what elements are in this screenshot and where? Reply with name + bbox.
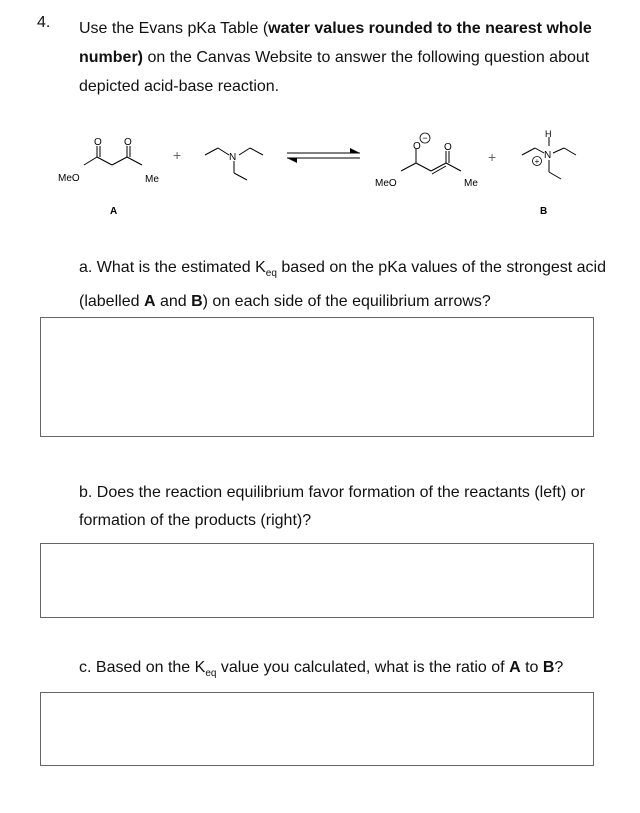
plus-sign-left: + <box>173 147 182 163</box>
answer-box-c[interactable] <box>40 692 594 766</box>
intro-bold: water values rounded to the nearest whole number) <box>79 20 592 66</box>
reactant-me-label: Me <box>145 174 159 185</box>
intro-text-start: Use the Evans pKa Table ( <box>79 20 269 37</box>
part-a-text-4: ) on each side of the equilibrium arrows? <box>202 293 491 311</box>
part-c-bold-a: A <box>509 659 521 676</box>
product-ketone-oxygen: O <box>444 142 452 153</box>
reaction-scheme <box>0 118 640 223</box>
enolate-oxygen: O <box>413 141 421 152</box>
part-c-bold-b: B <box>542 659 555 676</box>
part-a-prefix: a. <box>79 259 93 276</box>
question-intro <box>79 14 599 101</box>
product-meo-label: MeO <box>375 178 397 189</box>
part-a-text-2: based on the pKa values of the strongest acid (labelled <box>79 259 606 311</box>
answer-box-a[interactable] <box>40 317 594 437</box>
part-a-text-3: and <box>155 293 192 311</box>
part-a-subscript: eq <box>265 268 277 280</box>
reactant-meo-label: MeO <box>58 173 80 184</box>
answer-box-b[interactable] <box>40 543 594 618</box>
part-c-text-3: to <box>520 659 543 676</box>
reactant-a-label: A <box>110 206 118 217</box>
question-number: 4. <box>37 14 51 31</box>
part-c-text-2: value you calculated, what is the ratio of <box>216 659 510 676</box>
forward-arrow-head <box>350 148 360 153</box>
reactant-ester-oxygen: O <box>94 137 102 148</box>
question-part-b <box>79 479 619 535</box>
part-b-prefix: b. <box>79 484 93 501</box>
reactant-ketone-oxygen: O <box>124 137 132 148</box>
part-a-bold-a: A <box>143 293 156 311</box>
ammonium-nitrogen: N <box>544 150 552 161</box>
product-me-label: Me <box>464 178 478 189</box>
part-a-bold-b: B <box>191 293 203 311</box>
product-b-label: B <box>540 206 548 217</box>
ammonium-hydrogen: H <box>545 129 552 139</box>
part-c-text-4: ? <box>554 659 564 676</box>
amine-nitrogen: N <box>229 152 237 163</box>
positive-charge-sign: + <box>534 157 540 166</box>
question-part-a <box>79 254 619 316</box>
negative-charge-sign: − <box>422 133 428 143</box>
part-c-prefix: c. <box>79 659 92 676</box>
part-c-text: Based on the K <box>95 659 206 676</box>
intro-text-end: on the Canvas Website to answer the following question about depicted acid-base reaction. <box>79 49 590 95</box>
part-a-text: What is the estimated K <box>96 259 266 276</box>
reverse-arrow-head <box>287 158 297 163</box>
plus-sign-right: + <box>488 149 497 165</box>
part-b-text: Does the reaction equilibrium favor formation of the reactants (left) or formation of the products (right)? <box>79 484 586 529</box>
part-c-subscript: eq <box>205 668 217 680</box>
question-part-c <box>79 654 619 688</box>
